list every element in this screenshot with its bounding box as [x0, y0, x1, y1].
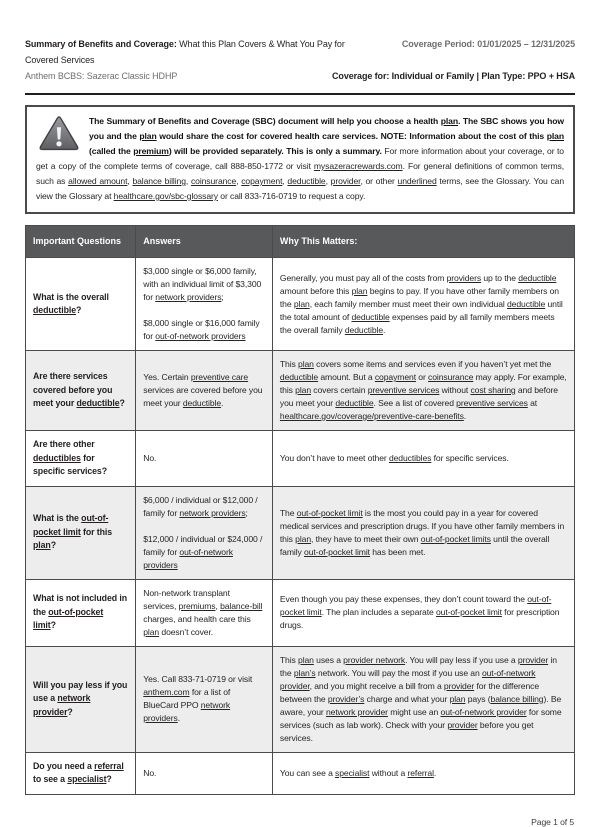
- underlined-glossary-term: provider network: [343, 654, 406, 665]
- question-cell: Will you pay less if you use a network provider?: [26, 646, 136, 752]
- coverage-period: Coverage Period: 01/01/2025 – 12/31/2025: [401, 39, 575, 49]
- underlined-glossary-term: preventive services: [367, 385, 440, 395]
- underlined-glossary-term: mysazeracrewards.com: [313, 161, 403, 171]
- underlined-glossary-term: copayment: [241, 176, 283, 186]
- why-cell: Even though you pay these expenses, they don’t count toward the out-of-pocket limit. The plan includes a separate out-of-pocket limit for prescription drugs.: [272, 579, 574, 646]
- answer-cell: $3,000 single or $6,000 family, with an individual limit of $3,300 for network providers; $8,000 single or $16,000 family for out-of-network providers: [136, 258, 273, 351]
- underlined-glossary-term: premiums: [178, 600, 216, 611]
- underlined-glossary-term: deductibles: [33, 452, 81, 463]
- coverage-for: Coverage for: Individual or Family | Plan Type: PPO + HSA: [332, 71, 575, 81]
- underlined-glossary-term: deductible: [351, 311, 390, 322]
- why-cell: The out-of-pocket limit is the most you could pay in a year for covered medical services and prescription drugs. If you have other family members in this plan, they have to meet their own out-of-pocket limits until the overall family out-of-pocket limit has been met.: [272, 486, 574, 579]
- table-row: [26, 431, 575, 487]
- answer-cell: Non-network transplant services, premiums, balance-bill charges, and health care this plan doesn’t cover.: [136, 579, 273, 646]
- underlined-glossary-term: referral: [94, 760, 124, 771]
- underlined-glossary-term: coinsurance: [190, 176, 237, 186]
- underlined-glossary-term: deductibles: [388, 452, 432, 463]
- underlined-glossary-term: specialist: [67, 774, 107, 784]
- table-row: [26, 258, 575, 351]
- underlined-glossary-term: plan: [143, 626, 160, 637]
- underlined-glossary-term: referral: [407, 767, 434, 778]
- header-divider: [25, 93, 575, 95]
- question-cell: What is the overall deductible?: [26, 258, 136, 351]
- underlined-glossary-term: deductible: [182, 398, 222, 408]
- underlined-glossary-term: out-of-pocket limit: [304, 546, 370, 557]
- underlined-glossary-term: copayment: [374, 372, 416, 382]
- notice-box: [25, 105, 575, 214]
- underlined-glossary-term: plan: [351, 285, 368, 296]
- underlined-glossary-term: plan: [293, 298, 310, 309]
- underlined-glossary-term: provider: [443, 680, 475, 691]
- underlined-glossary-term: out-of-network providers: [143, 546, 233, 570]
- underlined-glossary-term: network provider: [325, 706, 388, 717]
- table-row: [26, 351, 575, 431]
- underlined-glossary-term: healthcare.gov/coverage/preventive-care-benefits: [279, 411, 464, 421]
- column-header-why-this-matters: Why This Matters:: [272, 226, 574, 258]
- question-cell: Do you need a referral to see a specialist?: [26, 752, 136, 794]
- table-body: [26, 258, 575, 795]
- underlined-glossary-term: plan: [139, 131, 157, 141]
- underlined-glossary-term: balance billing: [132, 176, 186, 186]
- answer-cell: $6,000 / individual or $12,000 / family for network providers; $12,000 / individual or $24,000 / family for out-of-network providers: [136, 486, 273, 579]
- underlined-glossary-term: plan: [295, 385, 312, 395]
- underlined-glossary-term: deductible: [335, 398, 374, 408]
- question-cell: Are there services covered before you meet your deductible?: [26, 351, 136, 431]
- underlined-glossary-term: preventive care: [190, 372, 249, 382]
- underlined-glossary-term: provider’s: [327, 693, 365, 704]
- underlined-glossary-term: network providers: [179, 507, 246, 518]
- table-row: [26, 579, 575, 646]
- underlined-glossary-term: plan: [33, 540, 51, 551]
- underlined-glossary-term: out-of-pocket limit: [296, 507, 363, 518]
- question-cell: Are there other deductibles for specific services?: [26, 431, 136, 487]
- underlined-glossary-term: out-of-network provider: [440, 706, 527, 717]
- underlined-glossary-term: plan’s: [293, 667, 316, 678]
- underlined-glossary-term: deductible: [518, 272, 557, 283]
- page-footer: [25, 817, 575, 827]
- underlined-glossary-term: deductible: [76, 398, 120, 409]
- underlined-glossary-term: deductible: [344, 324, 384, 335]
- answer-cell: No.: [136, 752, 273, 794]
- document-header: [25, 36, 575, 84]
- question-cell: What is not included in the out-of-pocket limit?: [26, 579, 136, 646]
- plan-name: Anthem BCBS: Sazerac Classic HDHP: [25, 71, 178, 81]
- underlined-glossary-term: deductible: [279, 372, 319, 382]
- underlined-glossary-term: plan: [440, 116, 459, 126]
- underlined-glossary-term: out-of-network provider: [279, 667, 536, 691]
- important-questions-table: [25, 225, 575, 795]
- why-cell: Generally, you must pay all of the costs from providers up to the deductible amount before this plan begins to pay. If you have other family members on the plan, each family member must meet their own individual deductible until the total amount of deductible expenses paid by all family members meets the overall family deductible.: [272, 258, 574, 351]
- why-cell: You don’t have to meet other deductibles for specific services.: [272, 431, 574, 487]
- underlined-glossary-term: healthcare.gov/sbc-glossary: [113, 191, 218, 201]
- underlined-glossary-term: coinsurance: [428, 372, 474, 382]
- underlined-glossary-term: balance billing: [490, 693, 544, 704]
- underlined-glossary-term: preventive services: [456, 398, 528, 408]
- underlined-glossary-term: out-of-pocket limit: [435, 607, 502, 617]
- underlined-glossary-term: deductible: [287, 176, 326, 186]
- column-header-answers: Answers: [136, 226, 273, 258]
- underlined-glossary-term: plan: [298, 654, 314, 665]
- underlined-glossary-term: plan: [546, 131, 564, 141]
- answer-cell: No.: [136, 431, 273, 487]
- column-header-important-questions: Important Questions: [26, 226, 136, 258]
- underlined-glossary-term: cost sharing: [470, 385, 516, 395]
- page-number: Page 1 of 5: [531, 816, 574, 827]
- underlined-glossary-term: network provider: [33, 693, 91, 717]
- underlined-glossary-term: premium: [133, 146, 169, 156]
- underlined-glossary-term: anthem.com: [143, 687, 190, 697]
- underlined-glossary-term: out-of-pocket limit: [279, 594, 552, 617]
- underlined-glossary-term: providers: [446, 272, 482, 283]
- underlined-glossary-term: provider: [330, 176, 361, 186]
- table-header-row: [26, 226, 575, 258]
- underlined-glossary-term: balance-bill: [220, 600, 263, 611]
- notice-text: The Summary of Benefits and Coverage (SBC) document will help you choose a health plan. The SBC shows you how you and the plan would share the cost for covered health care services. NOTE: Information about the cost of this plan (called the premium) will be provided separately. This is only a summary. For more information about your coverage, or to get a copy of the complete terms of coverage, call 888-850-1772 or visit mysazeracrewards.com. For general definitions of common terms, such as allowed amount, balance billing, coinsurance, copayment, deductible, provider, or other underlined terms, see the Glossary. You can view the Glossary at healthcare.gov/sbc-glossary or call 833-716-0719 to request a copy.: [36, 116, 565, 201]
- document-title: Summary of Benefits and Coverage: What this Plan Covers & What You Pay for Covered Services: [25, 39, 345, 65]
- answer-cell: Yes. Certain preventive care services are covered before you meet your deductible.: [136, 351, 273, 431]
- underlined-glossary-term: network providers: [143, 700, 231, 723]
- underlined-glossary-term: deductible: [507, 298, 546, 309]
- underlined-glossary-term: allowed amount: [68, 176, 128, 186]
- why-cell: This plan uses a provider network. You will pay less if you use a provider in the plan’s network. You will pay the most if you use an out-of-network provider, and you might receive a bill from a provider for the difference between the provider’s charge and what your plan pays (balance billing). Be aware, your network provider might use an out-of-network provider for some services (such as lab work). Check with your provider before you get services.: [272, 646, 574, 752]
- underlined-glossary-term: out-of-pocket limit: [33, 513, 109, 537]
- underlined-glossary-term: out-of-pocket limit: [33, 606, 104, 631]
- underlined-glossary-term: deductible: [33, 305, 76, 315]
- why-cell: You can see a specialist without a referral.: [272, 752, 574, 794]
- underlined-glossary-term: provider: [447, 719, 478, 730]
- why-cell: This plan covers some items and services even if you haven’t yet met the deductible amount. But a copayment or coinsurance may apply. For example, this plan covers certain preventive services without cost sharing and before you meet your deductible. See a list of covered preventive services at healthcare.gov/coverage/preventive-care-benefits.: [272, 351, 574, 431]
- underlined-glossary-term: specialist: [335, 767, 370, 778]
- answer-cell: Yes. Call 833-71-0719 or visit anthem.com for a list of BlueCard PPO network providers.: [136, 646, 273, 752]
- warning-triangle-icon: [39, 115, 79, 152]
- table-row: [26, 486, 575, 579]
- underlined-glossary-term: plan: [295, 533, 312, 544]
- underlined-glossary-term: out-of-pocket limits: [420, 533, 491, 544]
- underlined-glossary-term: provider: [517, 654, 549, 665]
- underlined-glossary-term: underlined: [397, 176, 437, 186]
- underlined-glossary-term: network providers: [155, 292, 222, 302]
- underlined-glossary-term: out-of-network providers: [155, 331, 246, 341]
- table-row: [26, 646, 575, 752]
- underlined-glossary-term: plan: [298, 359, 314, 369]
- table-row: [26, 752, 575, 794]
- question-cell: What is the out-of-pocket limit for this plan?: [26, 486, 136, 579]
- underlined-glossary-term: plan: [449, 693, 466, 704]
